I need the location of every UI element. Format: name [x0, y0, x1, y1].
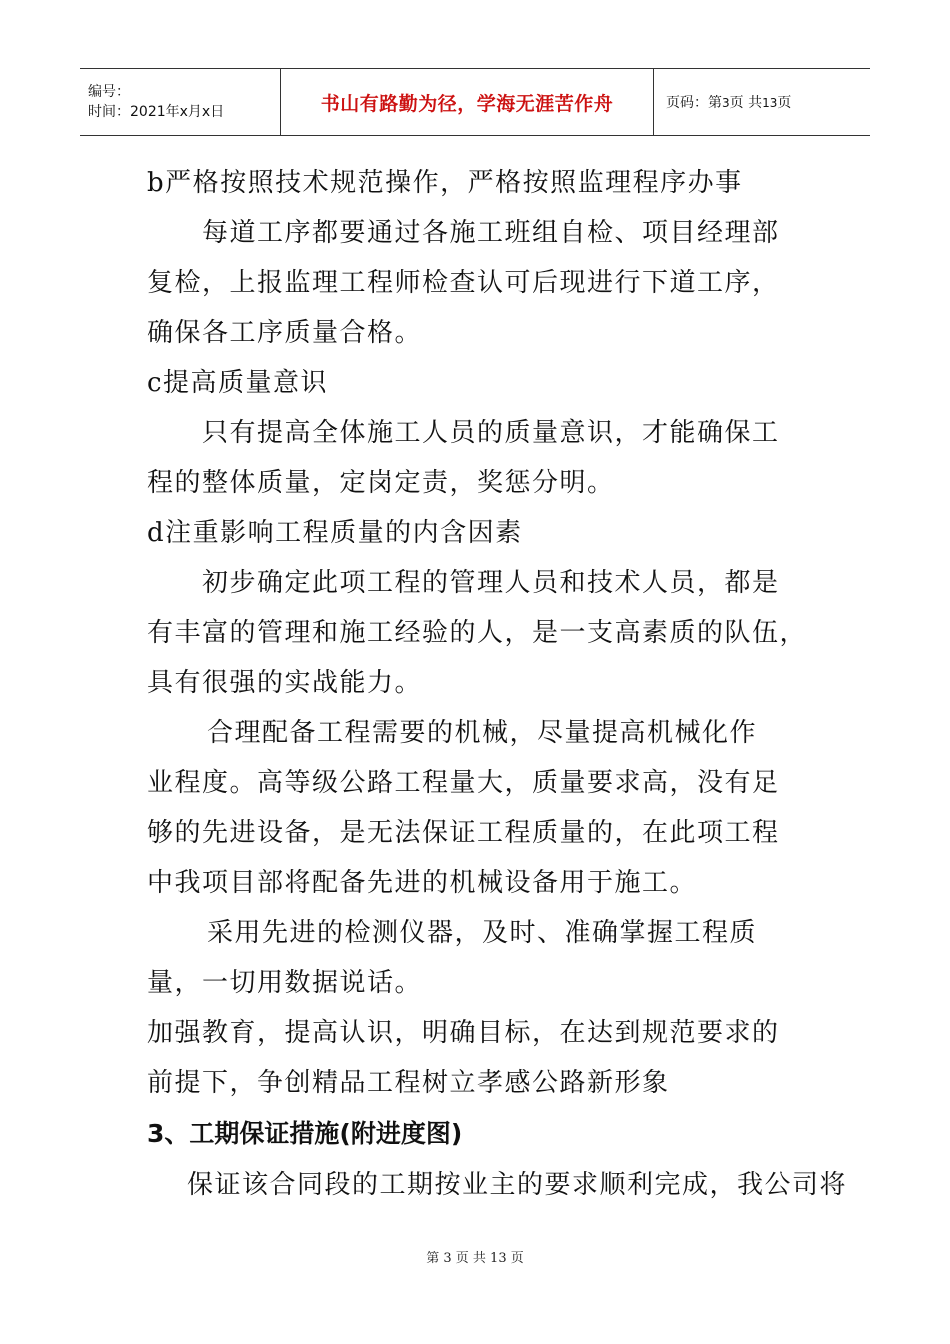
body-line: 采用先进的检测仪器，及时、准确掌握工程质: [207, 918, 758, 948]
document-header: [80, 68, 870, 136]
header-meta: [80, 69, 281, 135]
body-line: 量，一切用数据说话。: [147, 968, 423, 998]
header-motto: 书山有路勤为径，学海无涯苦作舟: [320, 92, 614, 115]
page-total: 13: [762, 96, 778, 110]
body-line: 程的整体质量，定岗定责，奖惩分明。: [147, 468, 615, 498]
document-number-label: 编号：: [88, 84, 130, 100]
body-line: c提高质量意识: [147, 368, 329, 398]
body-line: 初步确定此项工程的管理人员和技术人员，都是: [202, 568, 780, 598]
document-time-label: 时间：2021年x月x日: [88, 104, 225, 120]
body-line: d注重影响工程质量的内含因素: [147, 518, 523, 548]
page-footer: 第 3 页 共 13 页: [426, 1251, 524, 1266]
body-line: 前提下，争创精品工程树立孝感公路新形象: [147, 1068, 670, 1098]
body-line: 加强教育，提高认识，明确目标，在达到规范要求的: [147, 1018, 780, 1048]
body-line: 保证该合同段的工期按业主的要求顺利完成，我公司将: [187, 1170, 848, 1200]
body-line: b严格按照技术规范操作，严格按照监理程序办事: [147, 168, 743, 198]
body-line: 中我项目部将配备先进的机械设备用于施工。: [147, 868, 698, 898]
page-current: 3: [722, 96, 730, 110]
body-line: 复检，上报监理工程师检查认可后现进行下道工序，: [147, 268, 780, 298]
body-line: 合理配备工程需要的机械，尽量提高机械化作: [207, 718, 758, 748]
document-body: [147, 158, 848, 1210]
body-line: 业程度。高等级公路工程量大，质量要求高，没有足: [147, 768, 780, 798]
page-mid: 页 共: [729, 95, 763, 111]
body-line: 只有提高全体施工人员的质量意识，才能确保工: [202, 418, 780, 448]
body-line: 确保各工序质量合格。: [147, 318, 423, 348]
body-line: 够的先进设备，是无法保证工程质量的，在此项工程: [147, 818, 780, 848]
page-prefix: 页码：第: [666, 95, 722, 111]
body-line: 每道工序都要通过各施工班组自检、项目经理部: [202, 218, 780, 248]
body-line: 具有很强的实战能力。: [147, 668, 423, 698]
header-motto-cell: [281, 69, 654, 135]
section-heading: 3、工期保证措施(附进度图): [147, 1119, 463, 1148]
body-line: 有丰富的管理和施工经验的人，是一支高素质的队伍，: [147, 618, 808, 648]
header-page-info: [654, 69, 870, 135]
page-suffix: 页: [777, 95, 792, 111]
